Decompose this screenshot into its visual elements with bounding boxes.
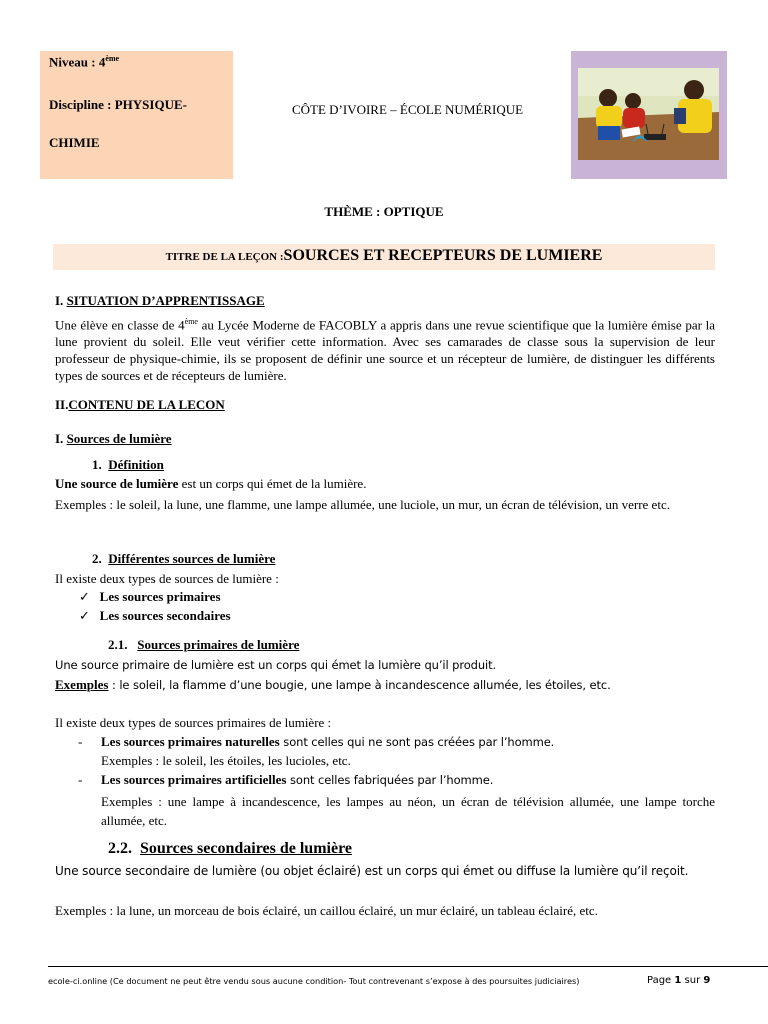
niveau-line: Niveau : 4ème <box>49 54 120 70</box>
level-discipline-box <box>40 51 233 179</box>
footer-notice: ecole-ci.online (Ce document ne peut être vendu sous aucune condition- Tout contrevenant s’expose à des poursuites judiciaires) <box>48 976 580 986</box>
secondaires-examples: Exemples : la lune, un morceau de bois éclairé, un caillou éclairé, un mur éclairé, un tableau éclairé, etc. <box>55 903 598 918</box>
definition-heading: 1. Définition <box>92 457 164 472</box>
lesson-title: SOURCES ET RECEPTEURS DE LUMIERE <box>283 247 603 264</box>
primaires-definition: Une source primaire de lumière est un corps qui émet la lumière qu’il produit. <box>55 658 497 672</box>
artificielles-item: Les sources primaires artificielles sont celles fabriquées par l’homme. <box>101 772 494 787</box>
classroom-illustration <box>571 51 727 179</box>
primaires-examples: Exemples : le soleil, la flamme d’une bougie, une lampe à incandescence allumée, les étoiles, etc. <box>55 677 611 692</box>
definition-text: Une source de lumière est un corps qui émet de la lumière. <box>55 476 367 491</box>
differentes-heading: 2. Différentes sources de lumière <box>92 551 276 566</box>
theme-title: THÈME : OPTIQUE <box>324 204 444 219</box>
secondaires-definition: Une source secondaire de lumière (ou objet éclairé) est un corps qui émet ou diffuse la lumière qu’il reçoit. <box>55 864 689 878</box>
section-sources-heading: I. Sources de lumière <box>55 431 172 446</box>
students-picture <box>578 68 719 160</box>
footer-divider <box>48 966 768 967</box>
contenu-heading: II.CONTENU DE LA LECON <box>55 397 225 412</box>
lesson-title-prefix: TITRE DE LA LEÇON : <box>165 251 284 263</box>
list-item-primaires: ✓ Les sources primaires <box>79 589 221 604</box>
situation-heading: I. SITUATION D’APPRENTISSAGE <box>55 293 265 308</box>
checkmark-icon: ✓ <box>79 608 90 623</box>
definition-examples: Exemples : le soleil, la lune, une flamme, une lampe allumée, une luciole, un mur, un écran de télévision, un verre etc. <box>55 497 670 512</box>
primaires-intro: Il existe deux types de sources primaires de lumière : <box>55 715 332 730</box>
naturelles-item: Les sources primaires naturelles sont celles qui ne sont pas créées par l’homme. <box>101 734 555 749</box>
checkmark-icon: ✓ <box>79 589 90 604</box>
page-number: Page 1 sur 9 <box>647 975 711 986</box>
discipline-line-2: CHIMIE <box>49 135 100 150</box>
situation-text: Une élève en classe de 4ème au Lycée Moderne de FACOBLY a appris dans une revue scientifique que la lumière émise par la lune provient du soleil. Elle veut vérifier cette information. Avec ses camarades de classe sous la supervision de leur professeur de physique-chimie, ils se proposent de définir une source et un récepteur de lumière, de distinguer les différents types de sources et de récepteurs de lumière. <box>55 317 715 384</box>
dash-bullet: - <box>78 734 83 749</box>
artificielles-examples: Exemples : une lampe à incandescence, les lampes au néon, un écran de télévision allumée, une lampe torche allumée, etc. <box>101 794 715 828</box>
naturelles-examples: Exemples : le soleil, les étoiles, les lucioles, etc. <box>101 753 351 768</box>
primaires-heading: 2.1. Sources primaires de lumière <box>108 637 300 652</box>
discipline-line-1: Discipline : PHYSIQUE- <box>49 97 187 112</box>
school-header: CÔTE D’IVOIRE – ÉCOLE NUMÉRIQUE <box>291 102 524 117</box>
differentes-intro: Il existe deux types de sources de lumière : <box>55 571 279 586</box>
list-item-secondaires: ✓ Les sources secondaires <box>79 608 231 623</box>
secondaires-heading: 2.2. Sources secondaires de lumière <box>108 840 352 857</box>
lesson-title-bar <box>53 244 715 270</box>
dash-bullet: - <box>78 772 83 787</box>
